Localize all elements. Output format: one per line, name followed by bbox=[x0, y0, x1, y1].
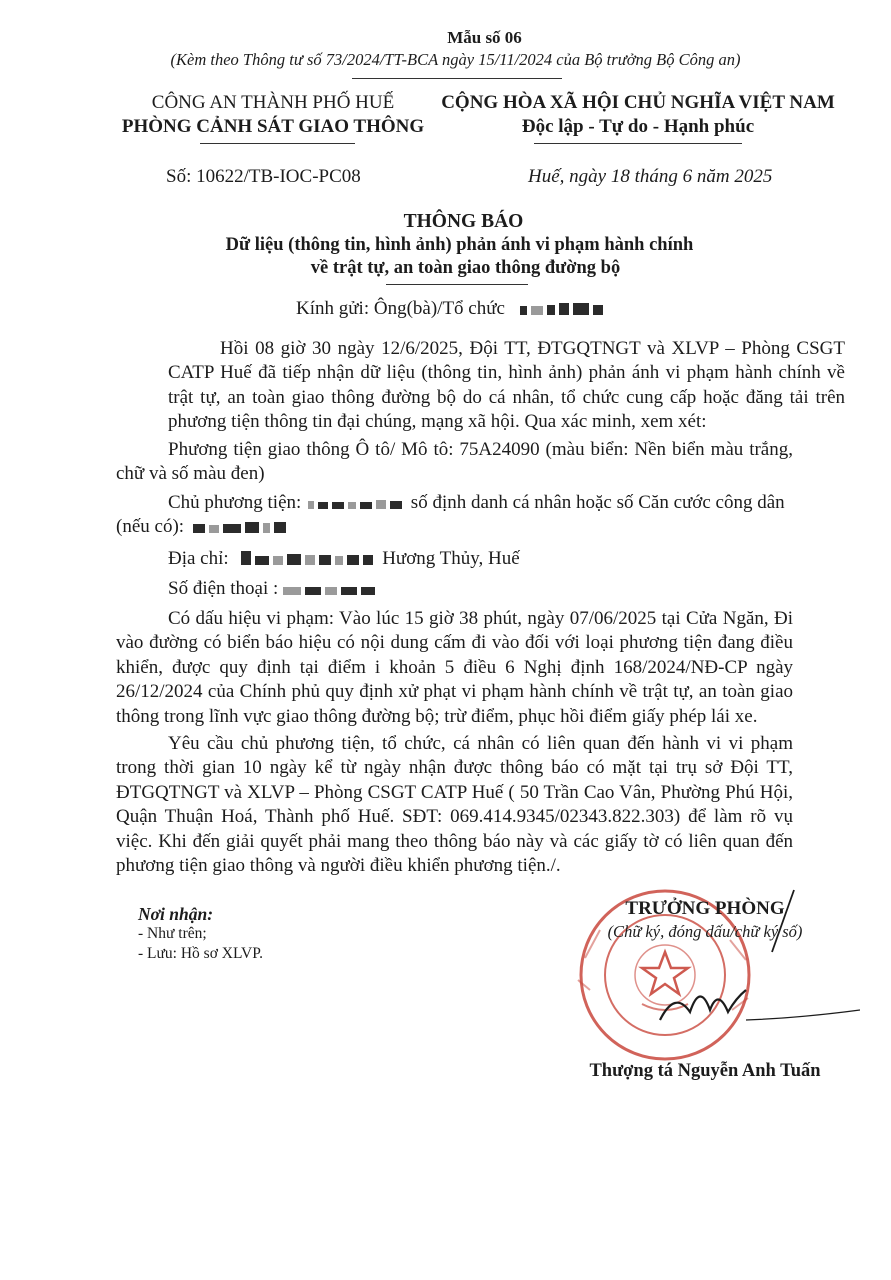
nation-motto: Độc lập - Tự do - Hạnh phúc bbox=[521, 116, 755, 137]
signatory-name: Thượng tá Nguyễn Anh Tuấn bbox=[589, 1061, 821, 1081]
recipient-item: - Lưu: Hồ sơ XLVP. bbox=[138, 945, 263, 962]
document-number: Số: 10622/TB-IOC-PC08 bbox=[166, 166, 361, 187]
violation-paragraph bbox=[116, 607, 793, 729]
signature-position: TRƯỞNG PHÒNG bbox=[625, 898, 785, 919]
vehicle-text: Phương tiện giao thông Ô tô/ Mô tô: 75A24090 (màu biển: Nền biển màu trắng, chữ và số màu đen) bbox=[116, 439, 793, 485]
request-paragraph bbox=[116, 732, 793, 878]
violation-text: Có dấu hiệu vi phạm: Vào lúc 15 giờ 38 phút, ngày 07/06/2025 tại Cửa Ngăn, Đi vào đường có biển báo hiệu có nội dung cấm đi vào đối với loại phương tiện đang điều khiển, được quy định tại điểm i khoản 5 điều 6 Nghị định 168/2024/NĐ-CP ngày 26/12/2024 của Chính phủ quy định xử phạt vi phạm hành chính về trật tự, an toàn giao thông trong lĩnh vực giao thông đường bộ; trừ điểm, phục hồi điểm giấy phép lái xe. bbox=[116, 608, 793, 727]
redacted-owner-name bbox=[308, 493, 406, 515]
form-annotation: (Kèm theo Thông tư số 73/2024/TT-BCA ngày 15/11/2024 của Bộ trưởng Bộ Công an) bbox=[170, 50, 741, 69]
place-date: Huế, ngày 18 tháng 6 năm 2025 bbox=[528, 166, 773, 187]
signature-note: (Chữ ký, đóng dấu/chữ ký số) bbox=[607, 922, 803, 941]
address-label: Địa chỉ: bbox=[168, 548, 229, 569]
intro-paragraph bbox=[168, 337, 845, 435]
phone-label: Số điện thoại : bbox=[168, 578, 279, 599]
request-text: Yêu cầu chủ phương tiện, tổ chức, cá nhân có liên quan đến hành vi vi phạm trong thời gian 10 ngày kể từ ngày nhận được thông báo có mặt tại trụ sở Đội TT, ĐTGQTNGT và XLVP – Phòng CSGT CATP Huế ( 50 Trần Cao Vân, Phường Phú Hội, Quận Thuận Hoá, Thành phố Huế. SĐT: 069.414.9345/02343.822.303) để làm rõ vụ việc. Khi đến giải quyết phải mang theo thông báo này và các giấy tờ có liên quan đến phương tiện giao thông và người điều khiển phương tiện./. bbox=[116, 733, 793, 877]
address-line bbox=[168, 548, 520, 571]
title-subject-line2: về trật tự, an toàn giao thông đường bộ bbox=[310, 258, 621, 278]
intro-text: Hồi 08 giờ 30 ngày 12/6/2025, Đội TT, ĐTGQTNGT và XLVP – Phòng CSGT CATP Huế đã tiếp nhận dữ liệu (thông tin, hình ảnh) phản ánh vi phạm hành chính về trật tự, an toàn giao thông đường bộ do cá nhân, tổ chức cung cấp hoặc đăng tải trên phương tiện thông tin đại chúng, mạng xã hội. Qua xác minh, xem xét: bbox=[168, 338, 845, 433]
redacted-recipient bbox=[520, 299, 607, 321]
divider bbox=[534, 143, 742, 144]
title-subject-line1: Dữ liệu (thông tin, hình ảnh) phản ánh vi phạm hành chính bbox=[225, 235, 694, 255]
owner-label: Chủ phương tiện: bbox=[168, 492, 302, 513]
owner-id-line bbox=[116, 516, 290, 539]
nation-title: CỘNG HÒA XÃ HỘI CHỦ NGHĨA VIỆT NAM bbox=[441, 92, 835, 113]
redacted-address bbox=[241, 549, 377, 571]
recipients-title: Nơi nhận: bbox=[138, 904, 214, 924]
address-tail: Hương Thủy, Huế bbox=[382, 548, 520, 569]
owner-id-suffix: (nếu có): bbox=[116, 516, 185, 537]
recipient-line bbox=[296, 298, 607, 321]
owner-id-label: số định danh cá nhân hoặc số Căn cước công dân bbox=[410, 492, 785, 513]
redacted-owner-id bbox=[193, 517, 290, 539]
page-title: THÔNG BÁO bbox=[403, 211, 524, 232]
recipient-label: Kính gửi: Ông(bà)/Tổ chức bbox=[296, 298, 505, 319]
form-number: Mẫu số 06 bbox=[447, 28, 522, 47]
divider bbox=[386, 284, 528, 285]
divider bbox=[352, 78, 562, 79]
vehicle-paragraph bbox=[116, 438, 793, 487]
divider bbox=[200, 143, 355, 144]
redacted-phone bbox=[283, 579, 379, 601]
recipient-item: - Như trên; bbox=[138, 925, 207, 942]
org-parent: CÔNG AN THÀNH PHỐ HUẾ bbox=[151, 92, 395, 113]
org-name: PHÒNG CẢNH SÁT GIAO THÔNG bbox=[121, 116, 425, 137]
owner-line bbox=[168, 492, 785, 515]
phone-line bbox=[168, 578, 379, 601]
